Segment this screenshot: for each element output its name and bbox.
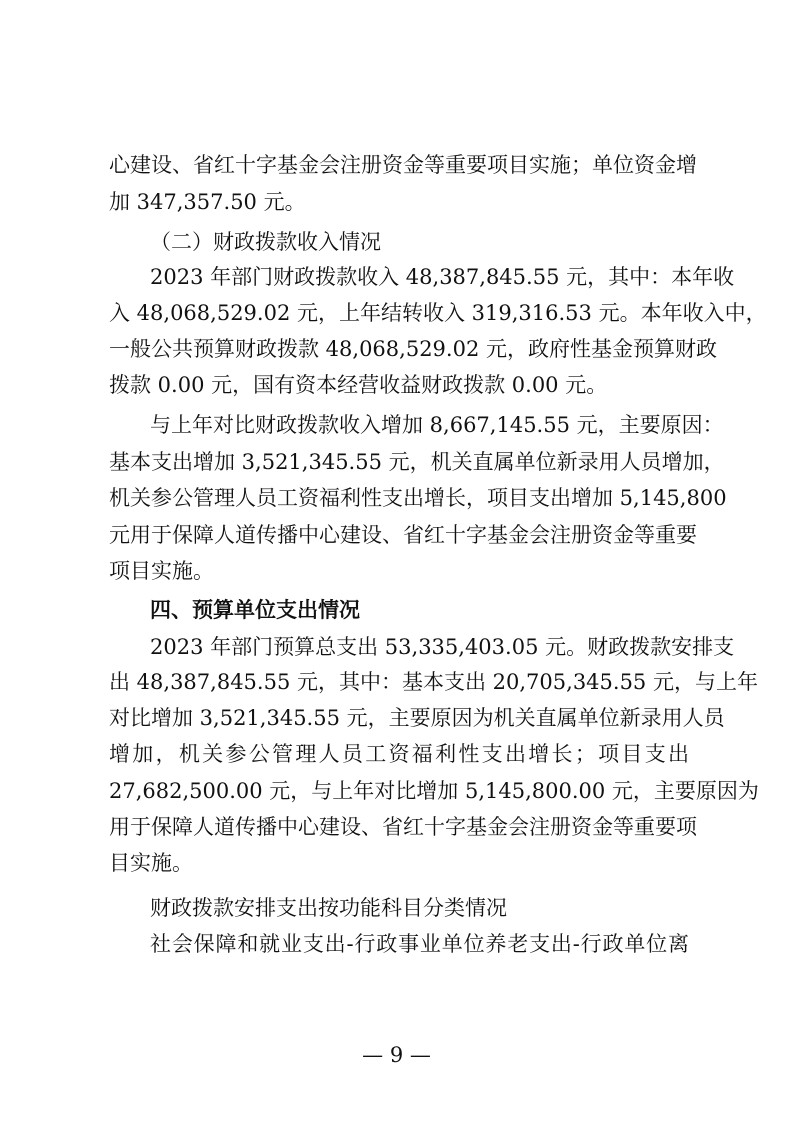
- paragraph-line: 入 48,068,529.02 元，上年结转收入 319,316.53 元。本年收入中，: [109, 301, 767, 325]
- subheading: 财政拨款安排支出按功能科目分类情况: [150, 896, 507, 920]
- paragraph-line: 2023 年部门财政拨款收入 48,387,845.55 元，其中：本年收: [150, 265, 735, 289]
- paragraph-line: 基本支出增加 3,521,345.55 元，机关直属单位新录用人员增加，: [109, 450, 725, 474]
- paragraph-line: 元用于保障人道传播中心建设、省红十字基金会注册资金等重要: [109, 523, 697, 547]
- section-heading: 四、预算单位支出情况: [150, 598, 360, 622]
- paragraph-line: 心建设、省红十字基金会注册资金等重要项目实施；单位资金增: [109, 153, 697, 177]
- paragraph-line: 拨款 0.00 元，国有资本经营收益财政拨款 0.00 元。: [109, 373, 608, 397]
- paragraph-line: 目实施。: [109, 851, 193, 875]
- paragraph-line: 一般公共预算财政拨款 48,068,529.02 元，政府性基金预算财政: [109, 337, 717, 361]
- paragraph-line: 增加，机关参公管理人员工资福利性支出增长；项目支出: [109, 742, 689, 766]
- paragraph-line: 与上年对比财政拨款收入增加 8,667,145.55 元，主要原因：: [150, 413, 724, 437]
- paragraph-line: 加 347,357.50 元。: [109, 190, 306, 214]
- paragraph-line: 机关参公管理人员工资福利性支出增长，项目支出增加 5,145,800: [109, 486, 727, 510]
- paragraph-line: 项目实施。: [109, 559, 214, 583]
- paragraph-line: 2023 年部门预算总支出 53,335,403.05 元。财政拨款安排支: [150, 635, 735, 659]
- paragraph-line: 用于保障人道传播中心建设、省红十字基金会注册资金等重要项: [109, 815, 697, 839]
- paragraph-line: 出 48,387,845.55 元，其中：基本支出 20,705,345.55 元，与上年: [109, 670, 758, 694]
- paragraph-line: 对比增加 3,521,345.55 元，主要原因为机关直属单位新录用人员: [109, 706, 725, 730]
- paragraph-line: 27,682,500.00 元，与上年对比增加 5,145,800.00 元，主要原因为: [109, 779, 759, 803]
- section-heading: （二）财政拨款收入情况: [150, 230, 381, 254]
- paragraph-line: 社会保障和就业支出-行政事业单位养老支出-行政单位离: [150, 932, 689, 956]
- page-number: — 9 —: [362, 1043, 431, 1067]
